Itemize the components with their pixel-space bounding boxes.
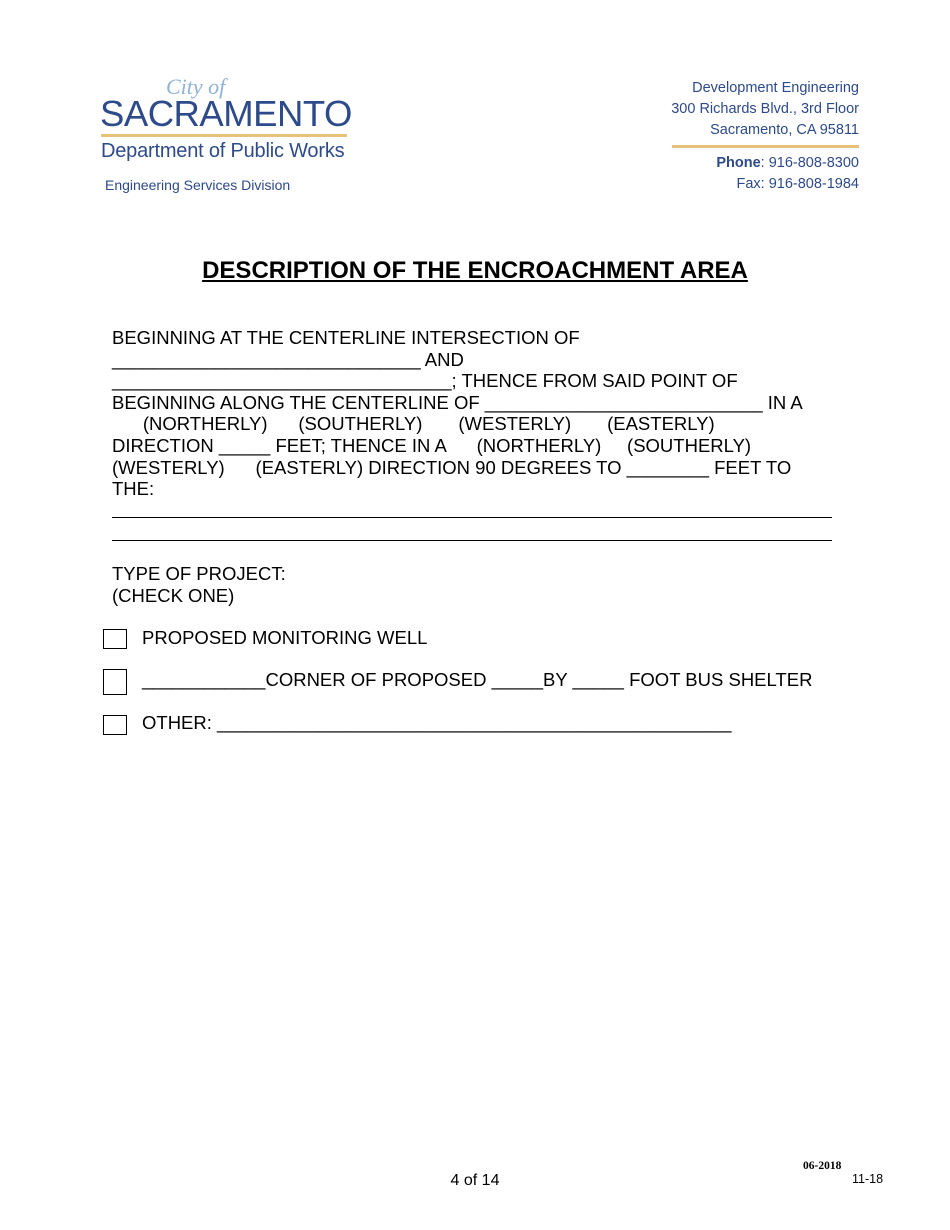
project-type-section: [112, 563, 286, 607]
address-line: Sacramento, CA 95811: [710, 122, 859, 138]
bus-shelter-checkbox[interactable]: [103, 669, 127, 695]
description-paragraph: [112, 327, 837, 500]
paragraph-line: _________________________________; THENCE FROM SAID POINT OF: [112, 370, 738, 392]
option-bus-shelter-label: ____________CORNER OF PROPOSED _____BY _____ FOOT BUS SHELTER: [142, 669, 813, 690]
paragraph-line: BEGINNING ALONG THE CENTERLINE OF ___________________________ IN A: [112, 391, 803, 413]
paragraph-line: ______________________________ AND: [112, 348, 464, 370]
page-number: 4 of 14: [450, 1172, 500, 1189]
fax-line: Fax: 916-808-1984: [736, 176, 859, 192]
logo-divider: [101, 134, 347, 137]
revision-date: 06-2018: [803, 1160, 842, 1172]
paragraph-line: BEGINNING AT THE CENTERLINE INTERSECTION OF: [112, 327, 580, 348]
address-block: [599, 78, 859, 141]
phone-label: Phone: [716, 155, 761, 171]
other-checkbox[interactable]: [103, 715, 127, 735]
paragraph-line: THE:: [112, 478, 155, 500]
paragraph-line: DIRECTION _____ FEET; THENCE IN A (NORTHERLY) (SOUTHERLY): [112, 434, 752, 456]
form-code: 11-18: [852, 1172, 884, 1186]
project-type-instruction: (CHECK ONE): [112, 585, 235, 606]
paragraph-line: (NORTHERLY) (SOUTHERLY) (WESTERLY) (EASTERLY): [112, 413, 715, 435]
logo-city-name: SACRAMENTO: [100, 93, 352, 134]
phone-value: : 916-808-8300: [760, 155, 859, 171]
address-divider: [672, 145, 859, 148]
option-other-label: OTHER: __________________________________________________: [142, 712, 732, 733]
project-type-label: TYPE OF PROJECT:: [112, 563, 286, 584]
logo-department: Department of Public Works: [101, 140, 345, 162]
logo-city-of: City of: [166, 74, 226, 99]
description-fill-line[interactable]: [112, 540, 832, 541]
contact-block: [599, 153, 859, 195]
phone-line: [599, 153, 859, 174]
city-logo: [100, 74, 360, 194]
monitoring-well-checkbox[interactable]: [103, 629, 127, 649]
description-fill-line[interactable]: [112, 517, 832, 518]
division-name: Engineering Services Division: [105, 177, 291, 193]
address-line: 300 Richards Blvd., 3rd Floor: [671, 101, 859, 117]
address-line: Development Engineering: [692, 80, 859, 96]
option-monitoring-well-label: PROPOSED MONITORING WELL: [142, 627, 428, 648]
page-title: DESCRIPTION OF THE ENCROACHMENT AREA: [202, 257, 748, 284]
paragraph-line: (WESTERLY) (EASTERLY) DIRECTION 90 DEGREES TO ________ FEET TO: [112, 456, 792, 478]
